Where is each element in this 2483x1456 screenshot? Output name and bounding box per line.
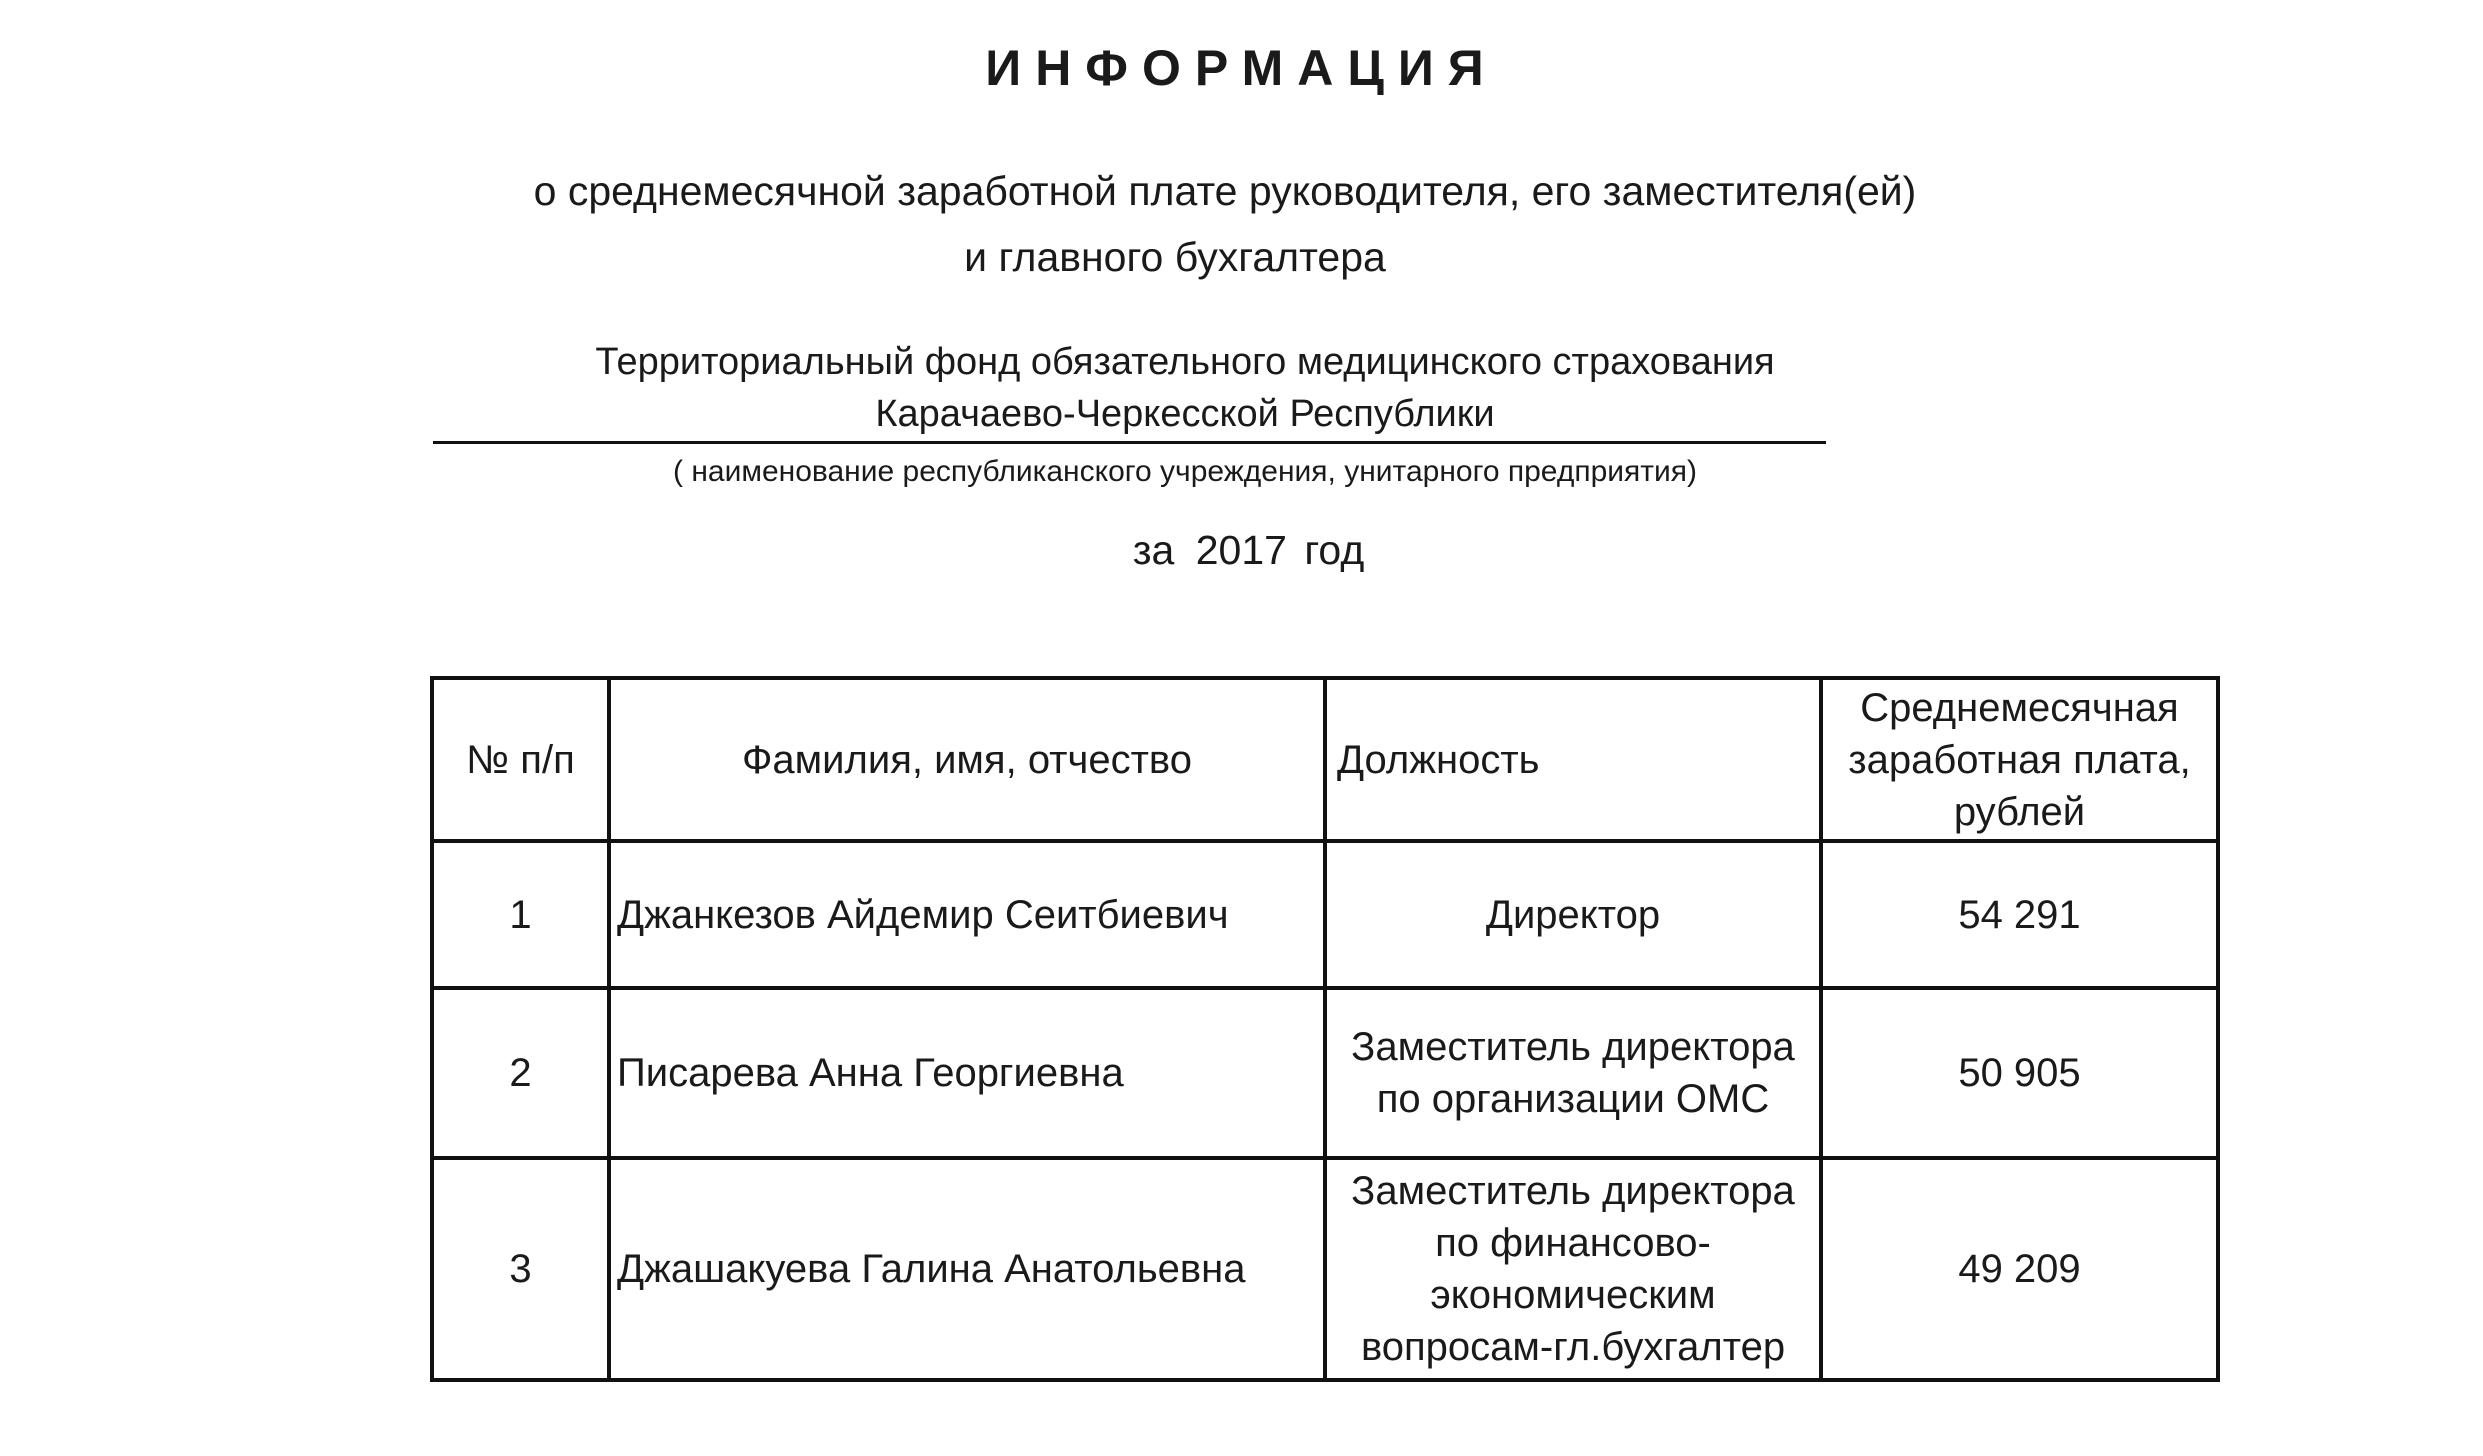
document-subtitle-line2: и главного бухгалтера [964,234,1386,280]
row-name: Джанкезов Айдемир Сеитбиевич [609,841,1325,988]
row-number: 2 [432,988,609,1158]
organization-name-line2: Карачаево-Черкесской Республики [875,393,1495,435]
row-name: Писарева Анна Георгиевна [609,988,1325,1158]
header-number: № п/п [432,678,609,841]
row-number: 1 [432,841,609,988]
table-row [432,841,2218,988]
row-salary: 54 291 [1821,841,2218,988]
period-suffix: год [1304,527,1365,573]
salary-table [430,676,2220,1382]
header-salary: Среднемесячная заработная плата, рублей [1821,678,2218,841]
row-position: Директор [1325,841,1821,988]
row-position: Заместитель директора по финансово-экономическим вопросам-гл.бухгалтер [1325,1158,1821,1380]
document-subtitle-line1: о среднемесячной заработной плате руководителя, его заместителя(ей) [533,168,1917,214]
reporting-period [0,524,2483,576]
organization-name-line1: Территориальный фонд обязательного медицинского страхования [595,341,1775,383]
table-header-row [432,678,2218,841]
period-prefix: за [1132,527,1175,573]
header-name: Фамилия, имя, отчество [609,678,1325,841]
table-row [432,1158,2218,1380]
table-row [432,988,2218,1158]
organization-underline [433,441,1826,444]
row-position: Заместитель директора по организации ОМС [1325,988,1821,1158]
row-number: 3 [432,1158,609,1380]
document-title: ИНФОРМАЦИЯ [985,40,1498,96]
row-name: Джашакуева Галина Анатольевна [609,1158,1325,1380]
organization-caption: ( наименование республиканского учреждения, унитарного предприятия) [673,455,1697,488]
period-year: 2017 [1195,527,1287,573]
row-salary: 50 905 [1821,988,2218,1158]
row-salary: 49 209 [1821,1158,2218,1380]
header-position: Должность [1325,678,1821,841]
